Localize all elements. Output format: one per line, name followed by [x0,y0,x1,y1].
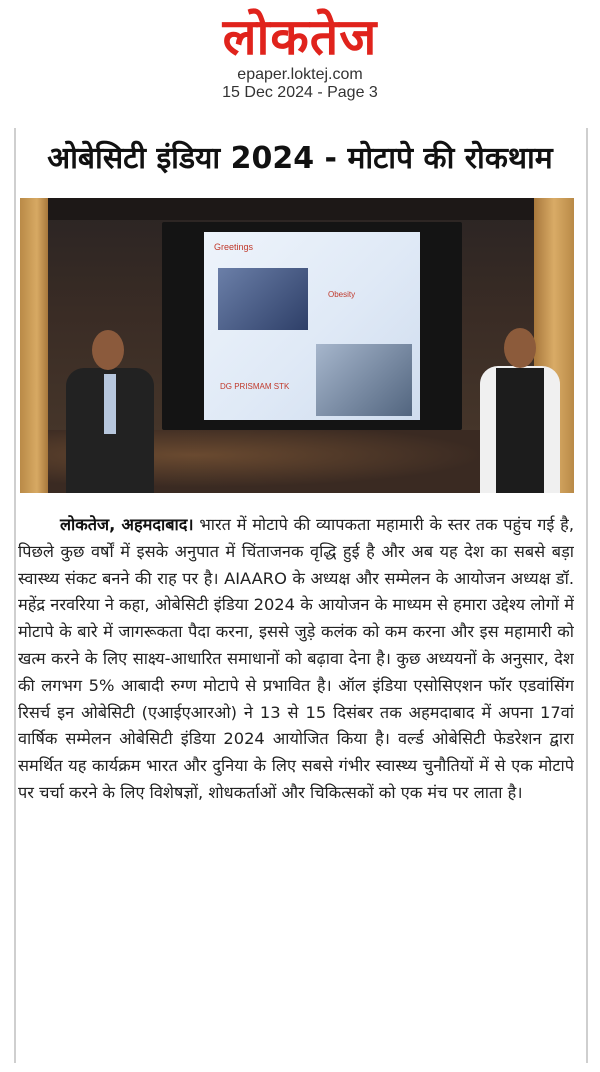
article-dateline: लोकतेज, अहमदाबाद। [60,515,194,534]
wood-panel-left [20,198,48,493]
date-page: 15 Dec 2024 - Page 3 [222,84,378,101]
column-rule-left [14,128,16,1063]
screen-portrait-2 [316,344,412,416]
ceiling [48,198,534,220]
masthead [0,8,600,102]
person-right-head [504,328,536,368]
event-photo [20,198,574,493]
display-screen [204,232,420,420]
article-body [18,512,574,1052]
article-headline: ओबेसिटी इंडिया 2024 - मोटापे की रोकथाम [47,141,553,176]
person-left-head [92,330,124,370]
screen-title: Greetings [214,242,254,252]
screen-text-2: DG PRISMAM STK [220,382,290,391]
epaper-url[interactable]: epaper.loktej.com [237,66,363,83]
article-text: भारत में मोटापे की व्यापकता महामारी के स्तर तक पहुंच गई है, पिछले कुछ वर्षों में इसके अनुपात में चिंताजनक वृद्धि हुई है और अब यह देश का सबसे बड़ा स्वास्थ्य संकट बनने की राह पर है। AIAARO के अध्यक्ष और सम्मेलन के आयोजन अध्यक्ष डॉ. महेंद्र नरवरिया ने कहा, ओबेसिटी इंडिया 2024 के आयोजन के माध्यम से हमारा उद्देश्य लोगों में मोटापे के बारे में जागरूकता पैदा करना, इससे जुड़े कलंक को कम करना और इस महामारी को खत्म करने के लिए साक्ष्य-आधारित समाधानों को बढ़ावा देना है। कुछ अध्ययनों के अनुसार, देश की लगभग 5% आबादी रुग्ण मोटापे से प्रभावित है। ऑल इंडिया एसोसिएशन फॉर एडवांसिंग रिसर्च इन ओबेसिटी (एआईएआरओ) ने 13 से 15 दिसंबर तक अहमदाबाद में अपना 17वां वार्षिक सम्मेलन ओबेसिटी इंडिया 2024 आयोजित किया है। वर्ल्ड ओबेसिटी फेडरेशन द्वारा समर्थित यह कार्यक्रम भारत और दुनिया के लिए सबसे गंभीर स्वास्थ्य चुनौतियों में से एक मोटापे पर चर्चा करने के लिए विशेषज्ञों, शोधकर्ताओं और चिकित्सकों को एक मंच पर लाता है। [18,515,574,802]
newspaper-logo: लोकतेज [222,8,378,66]
column-rule-right [586,128,588,1063]
person-right-vest [496,368,544,493]
person-left-tie [104,374,116,434]
screen-text-1: Obesity [328,290,356,299]
screen-portrait-1 [218,268,308,330]
